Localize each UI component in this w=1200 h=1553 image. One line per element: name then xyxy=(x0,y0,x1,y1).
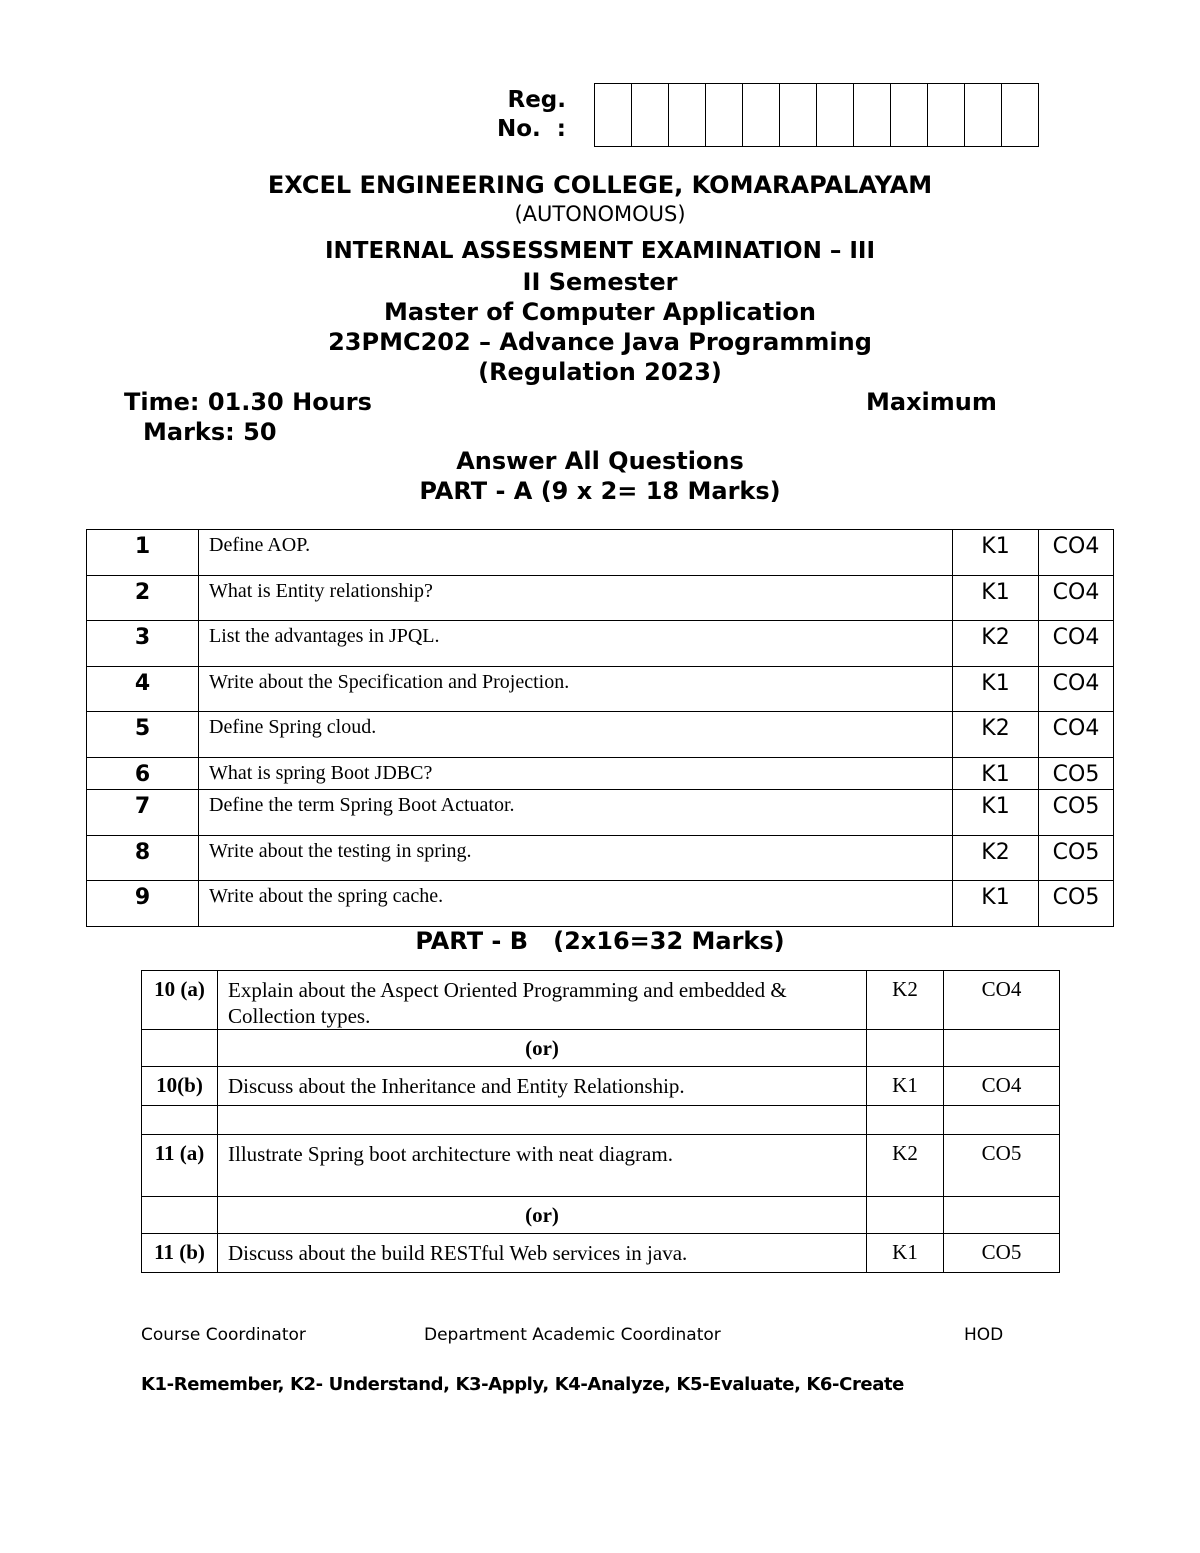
course-outcome: CO5 xyxy=(944,1135,1060,1197)
empty-cell xyxy=(142,1106,218,1135)
course-outcome: CO4 xyxy=(1039,712,1114,758)
empty-cell xyxy=(218,1106,867,1135)
knowledge-level: K2 xyxy=(953,621,1039,667)
question-number: 3 xyxy=(87,621,199,667)
course-outcome: CO5 xyxy=(1039,836,1114,881)
empty-cell xyxy=(867,1030,944,1067)
course-outcome: CO4 xyxy=(944,971,1060,1030)
question-text: Discuss about the build RESTful Web services in java. xyxy=(218,1234,867,1273)
knowledge-level: K1 xyxy=(953,667,1039,712)
course-outcome: CO5 xyxy=(1039,758,1114,790)
course-outcome: CO5 xyxy=(1039,881,1114,927)
reg-no-box[interactable] xyxy=(1002,84,1038,146)
autonomous-label: (AUTONOMOUS) xyxy=(514,202,686,226)
reg-no-box[interactable] xyxy=(965,84,1002,146)
reg-no-box[interactable] xyxy=(632,84,669,146)
course-outcome: CO4 xyxy=(1039,667,1114,712)
part-a-title: PART - A (9 x 2= 18 Marks) xyxy=(419,477,781,505)
question-number: 2 xyxy=(87,576,199,621)
table-row xyxy=(87,758,1114,790)
table-row xyxy=(87,836,1114,881)
question-text: List the advantages in JPQL. xyxy=(199,621,953,667)
reg-label-line2: No. : xyxy=(497,116,566,142)
question-text: Write about the Specification and Projection. xyxy=(199,667,953,712)
college-name: EXCEL ENGINEERING COLLEGE, KOMARAPALAYAM xyxy=(267,171,933,199)
question-number: 10(b) xyxy=(142,1067,218,1106)
exam-title: INTERNAL ASSESSMENT EXAMINATION – III xyxy=(324,238,876,264)
reg-no-boxes xyxy=(594,83,1039,147)
knowledge-level-legend: K1-Remember, K2- Understand, K3-Apply, K4-Analyze, K5-Evaluate, K6-Create xyxy=(141,1374,904,1395)
course-outcome: CO4 xyxy=(1039,530,1114,576)
instruction: Answer All Questions xyxy=(456,447,744,475)
question-number: 11 (a) xyxy=(142,1135,218,1197)
knowledge-level: K1 xyxy=(953,530,1039,576)
course-outcome: CO5 xyxy=(1039,790,1114,836)
question-text: Write about the spring cache. xyxy=(199,881,953,927)
table-row xyxy=(142,1197,1060,1234)
table-row xyxy=(142,971,1060,1030)
empty-cell xyxy=(944,1030,1060,1067)
table-row xyxy=(142,1135,1060,1197)
reg-no-box[interactable] xyxy=(743,84,780,146)
reg-no-box[interactable] xyxy=(928,84,965,146)
part-b-table xyxy=(141,970,1060,1273)
knowledge-level: K1 xyxy=(867,1067,944,1106)
knowledge-level: K1 xyxy=(953,881,1039,927)
question-text: Define Spring cloud. xyxy=(199,712,953,758)
reg-no-box[interactable] xyxy=(817,84,854,146)
programme: Master of Computer Application xyxy=(384,298,816,326)
empty-cell xyxy=(142,1030,218,1067)
reg-no-box[interactable] xyxy=(669,84,706,146)
question-number: 5 xyxy=(87,712,199,758)
course-outcome: CO4 xyxy=(1039,621,1114,667)
question-number: 4 xyxy=(87,667,199,712)
table-row xyxy=(87,530,1114,576)
question-number: 11 (b) xyxy=(142,1234,218,1273)
question-number: 1 xyxy=(87,530,199,576)
question-text: Write about the testing in spring. xyxy=(199,836,953,881)
knowledge-level: K1 xyxy=(953,758,1039,790)
reg-no-label xyxy=(464,86,566,144)
table-row xyxy=(142,1067,1060,1106)
empty-cell xyxy=(944,1106,1060,1135)
knowledge-level: K2 xyxy=(953,712,1039,758)
empty-cell xyxy=(142,1197,218,1234)
dept-coordinator-label: Department Academic Coordinator xyxy=(424,1325,721,1345)
part-a-table xyxy=(86,529,1114,927)
regulation: (Regulation 2023) xyxy=(478,358,722,386)
table-row xyxy=(87,667,1114,712)
course-coordinator-label: Course Coordinator xyxy=(141,1325,306,1345)
question-text: Discuss about the Inheritance and Entity Relationship. xyxy=(218,1067,867,1106)
empty-cell xyxy=(867,1197,944,1234)
maximum-label: Maximum xyxy=(866,388,997,416)
knowledge-level: K2 xyxy=(867,1135,944,1197)
reg-no-box[interactable] xyxy=(595,84,632,146)
hod-label: HOD xyxy=(964,1325,1004,1345)
question-text: Define the term Spring Boot Actuator. xyxy=(199,790,953,836)
empty-cell xyxy=(944,1197,1060,1234)
table-row xyxy=(87,621,1114,667)
table-row xyxy=(87,790,1114,836)
reg-no-box[interactable] xyxy=(706,84,743,146)
reg-label-line1: Reg. xyxy=(507,87,566,113)
question-number: 9 xyxy=(87,881,199,927)
course-outcome: CO4 xyxy=(1039,576,1114,621)
marks-label: Marks: 50 xyxy=(143,418,277,446)
question-text: Explain about the Aspect Oriented Programming and embedded & Collection types. xyxy=(218,971,867,1030)
table-row xyxy=(87,576,1114,621)
question-text: Illustrate Spring boot architecture with neat diagram. xyxy=(218,1135,867,1197)
or-label: (or) xyxy=(218,1197,867,1234)
question-number: 7 xyxy=(87,790,199,836)
knowledge-level: K1 xyxy=(867,1234,944,1273)
question-text: Define AOP. xyxy=(199,530,953,576)
table-row xyxy=(87,881,1114,927)
time-label: Time: 01.30 Hours xyxy=(124,388,372,416)
question-number: 10 (a) xyxy=(142,971,218,1030)
course-title: 23PMC202 – Advance Java Programming xyxy=(328,328,872,356)
course-outcome: CO4 xyxy=(944,1067,1060,1106)
question-text: What is Entity relationship? xyxy=(199,576,953,621)
knowledge-level: K1 xyxy=(953,576,1039,621)
semester: II Semester xyxy=(522,268,678,296)
table-row xyxy=(142,1106,1060,1135)
table-row xyxy=(142,1234,1060,1273)
course-outcome: CO5 xyxy=(944,1234,1060,1273)
or-label: (or) xyxy=(218,1030,867,1067)
knowledge-level: K1 xyxy=(953,790,1039,836)
question-text: What is spring Boot JDBC? xyxy=(199,758,953,790)
part-b-title: PART - B (2x16=32 Marks) xyxy=(415,927,785,955)
reg-no-box[interactable] xyxy=(780,84,817,146)
table-row xyxy=(142,1030,1060,1067)
question-number: 8 xyxy=(87,836,199,881)
knowledge-level: K2 xyxy=(953,836,1039,881)
reg-no-box[interactable] xyxy=(891,84,928,146)
table-row xyxy=(87,712,1114,758)
reg-no-box[interactable] xyxy=(854,84,891,146)
question-number: 6 xyxy=(87,758,199,790)
knowledge-level: K2 xyxy=(867,971,944,1030)
empty-cell xyxy=(867,1106,944,1135)
